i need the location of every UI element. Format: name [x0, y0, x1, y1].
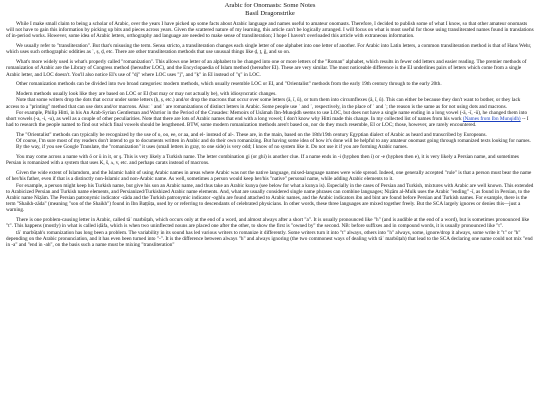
- paragraph-with-link: [6, 110, 534, 129]
- author-line: Basil Dragonstrike: [245, 10, 295, 17]
- paragraph: By the way, if you see Google Translate, the "romanization" it uses (small letters in gray, to one side) is very odd; I know of no system like it. Do not use it if you are forming Arabic names.: [16, 144, 408, 151]
- paragraph: Other romanization methods can be divided into two broad categories: modern methods, which usually resemble LOC or EI, and "Orientalist" methods from the early 19th century through to the early 20th.: [16, 81, 442, 88]
- paragraph: There is one problem-causing letter in Arabic, called tāʾ marbūṭah, which occurs only at the end of a word, and almost always after a short "a". It is usually pronounced like "h" (and is audible at the end of a word), but is sometimes pronounced like "t". This happens (mostly) in what is called iḍāfa, which is when two uninflected nouns are placed one after the other, to show the first is "owned by" the second. NB: before suffixes and in compound words, it is usually pronounced like "t".: [6, 217, 530, 230]
- paragraph: Of course, I'm sure most of my readers don't intend to go to documents written in Arabic and do their own romanizing. But having some idea of how it's done will be helpful to any amateur onomast going through romanized texts looking for names.: [16, 138, 531, 145]
- names-from-ibn-munqidh-link[interactable]: (Names from Ibn Munqidh): [462, 116, 521, 123]
- paragraph: Note that some writers drop the dots that occur under some letters (ḥ, ṣ, etc.) and/or drop the macrons that occur over some letters (ā, ī, ū), or turn them into circumflexes (â, î, û). This can either be because they don't want to bother, or they lack access to a "printing" method that can use dots and/or macrons. Also: ʿ and ʾ are romanizations of distinct letters in Arabic. Some people use ʿ and ʾ, respectively, in the place of ʿ and ʾ; the reason is the same as for not using dots and macrons.: [6, 97, 521, 110]
- paragraph-text: For example, Philip Hitti, in his An Arab-Syrian Gentleman and Warrior in the Period of the Crusades: Memoirs of Usāmah Ibn-Munqidh seems to use LOC, but does not have a single name ending in a long vowel (-ā, -ī, -ū), he changed them into short vowels (-a, -i, -u), as well as a couple of other peculiarities. Note that there are lots of Arabic names that end with a long vowel; I don't know why Hitti made this change. In my collected list of names from his work: [6, 109, 528, 123]
- paragraph: For example, a person might keep his Turkish name, but give his son an Arabic name, and thus take an Arabic kunya (see below for what a kunya is). Especially in the cases of Persian and Turkish, mixtures with Arabic are well known. This extended to Arabicized Persian and Turkish name elements, and Persianized/Turkishized Arabic name elements. And, what are usually considered single name phrases can combine languages; Niẓām al-Mulk uses the Arabic "ending" -ī, as found in Persian, to the Arabic name Niẓām. The Persian patronymic indicator -zāda and the Turkish patronymic indicator -oghlu are found attached to Arabic names, and the Arabic indicators ibn and bint are found before Persian and Turkish names. For example, there is the term "Shaikh-zāda" (meaning "son of the Shaikh") found in Ibn Baṭṭūṭa, used by or referring to descendants of celebrated physicians. In other words, these three languages are mixed together freely. But the SCA largely ignores or denies this—just a warning.: [6, 182, 534, 214]
- paragraph: tāʾ marbūṭah's romanization has long been a problem. The variability in its sound has led various writers to romanize it differently. Some writers turn it into "t" always, others into "h" always, some, ignore/drop it always, some write it "t" or "h" depending on the Arabic pronunciation, and it has even been turned into "-". It is the difference between always "h" and always ignoring (the two commonest ways of dealing with tāʾ marbūṭah) that lead to the SCA declaring one name could not mix "end in -a" and "end in -ah", on the basis such a name must be mixing "transliteration": [6, 229, 533, 249]
- paragraph: What's more widely used is what's properly called "romanization". This allows one letter of an alphabet to be changed into one or more letters of the "Roman" alphabet, which results in fewer odd letters and easier reading. The premier methods of romanization of Arabic are the Library of Congress method (hereafter LOC), and the Encyclopaedia of Islam method (hereafter EI). These are very similar. The most noticeable difference is the EI underlines pairs of letters which come from a single Arabic letter, and LOC doesn't. You'll also notice EI's use of "dj" where LOC uses "j", and "ḳ" in EI instead of "q" in LOC.: [6, 59, 527, 78]
- paragraph: We usually refer to "transliteration". But that's misusing the term. Sensu stricto, a transliteration changes each single letter of one alphabet into one letter of another. For Arabic into Latin letters, a common transliteration method is that of Hans Wehr, which uses such orthographic oddities as ʿ, ṣ, ḍ, etc. There are other transliteration methods that use unusual things like ḏ, ṯ, ḡ, and so on.: [6, 43, 532, 56]
- paragraph: You may come across a name with ö or ü in it, or ş. This is very likely a Turkish name. The letter combination gi (or ghi) is another clue. If a name ends in -i (hyphen then i) or -e (hyphen then e), it is very likely a Persian name, and sometimes Persian is romanized with a system that uses K, š, ʌ, v, etc. and perhaps carats instead of macrons.: [6, 154, 519, 167]
- page-title: Arabic for Onomasts: Some Notes: [224, 2, 316, 9]
- paragraph: Modern methods usually look like they are based on LOC or EI (but may or may not actually be), with idiosyncratic changes.: [16, 91, 277, 98]
- paragraph: Given the wide extent of Islamdom, and the Islamic habit of using Arabic names in areas where Arabic was not the native language, mixed-language names were wide spread. Indeed, one generally accepted "rule" is that a person must bear the name of her/his father, even if that is a distinctly non-Islamic and non-Arabic name. As well, sometimes a person would keep her/his "native" personal name, while adding Arabic elements to it.: [6, 170, 532, 183]
- paragraph: The "Orientalist" methods can typically be recognized by the use of o, oo, ee, or aa, and el- instead of al-. These are, in the main, based on the 18th/19th century Egyptian dialect of Arabic as heard and transcribed by Europeans.: [16, 132, 487, 139]
- paragraph: While I make small claim to being a scholar of Arabic, over the years I have picked up some facts about Arabic language and names useful to amateur onomasts. Therefore, I decided to publish some of what I know, so that other amateur onomasts will not have to gain this information by picking up bits and pieces across years. Given the scattered nature of my learning, this article can't be logically arranged. I will focus on what is most useful for those using transliterated names found in translations of in-period works. However, some idea of Arabic letters, orthography and language are needed to make sense of transliteration; I hope I haven't overloaded this article with extraneous information.: [6, 21, 534, 40]
- paragraph-text: -- I had to research the people named to find out which final vowels should be lengthened. BTW, some modern romanization methods aren't based on, nor do they much resemble, EI or LOC; those, however, are rarely encountered.: [6, 116, 529, 129]
